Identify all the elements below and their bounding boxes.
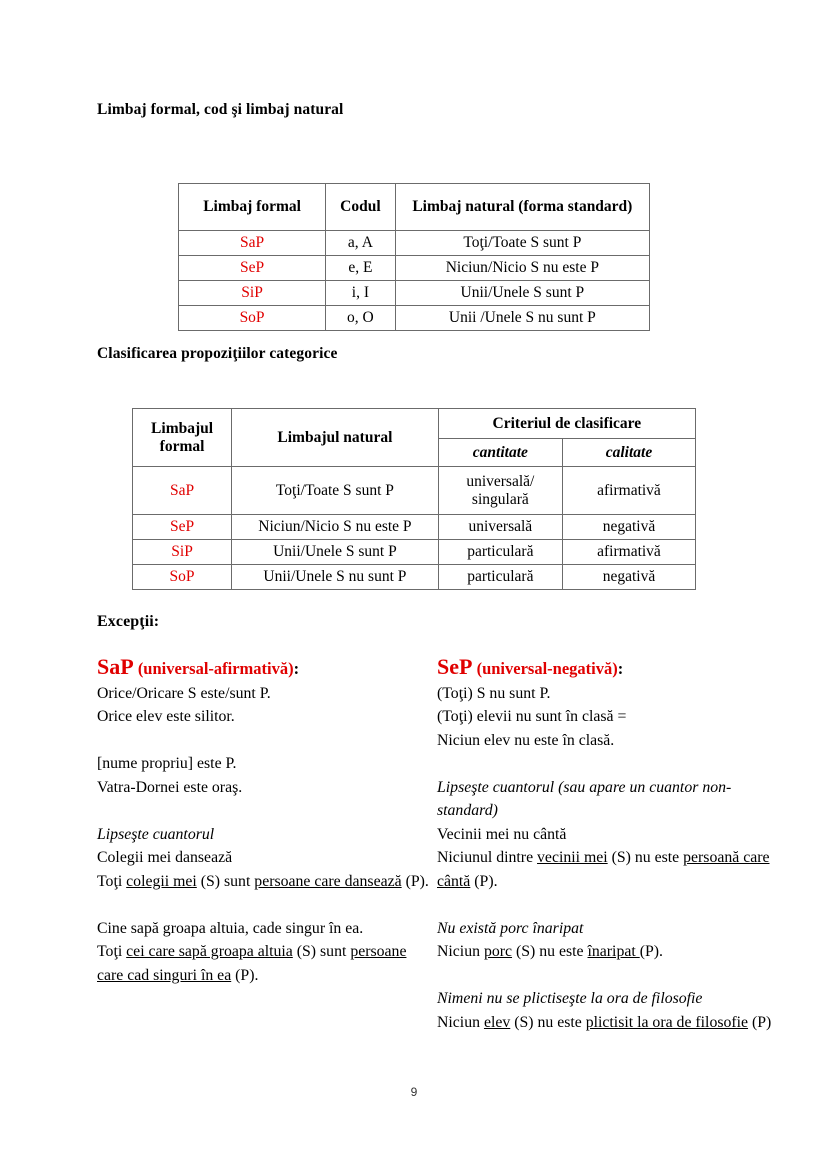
table1-cell-cod: a, A xyxy=(326,231,396,256)
table2-cell-cantitate: particulară xyxy=(438,565,562,590)
table2-header-criteriu: Criteriul de clasificare xyxy=(438,409,695,439)
sap-sf1-predicate: persoane care dansează xyxy=(254,872,402,890)
table-header-row xyxy=(133,409,696,439)
table2-cell-natural: Toţi/Toate S sunt P xyxy=(232,467,439,515)
sap-line-4: Vatra-Dornei este oraş. xyxy=(97,778,243,796)
table1-cell-natural: Niciun/Nicio S nu este P xyxy=(395,256,649,281)
sep-standard-form-2 xyxy=(437,940,772,964)
table1-cell-cod: i, I xyxy=(326,281,396,306)
sep-standard-form-1 xyxy=(437,846,772,893)
sap-sf1-subject: colegii mei xyxy=(126,872,197,890)
table2-cell-calitate: afirmativă xyxy=(562,467,695,515)
sep-line-3: Niciun elev nu este în clasă. xyxy=(437,731,615,749)
table-limbaj-formal-cod-natural xyxy=(178,183,650,331)
section-heading-exceptii: Excepţii: xyxy=(97,613,160,630)
sep-sf2-pre: Niciun xyxy=(437,943,484,960)
table2-header-calitate: calitate xyxy=(562,439,695,467)
sep-line-2: (Toţi) elevii nu sunt în clasă = xyxy=(437,708,627,725)
table2-cell-natural: Unii/Unele S nu sunt P xyxy=(232,565,439,590)
table1-cell-natural: Toţi/Toate S sunt P xyxy=(395,231,649,256)
table1-cell-formal: SeP xyxy=(179,256,326,281)
sep-sf2-predicate: înaripat xyxy=(587,943,640,960)
table2-cell-calitate: afirmativă xyxy=(562,540,695,565)
exceptions-column-sep xyxy=(437,655,772,1034)
sap-qualifier-label: (universal-afirmativă) xyxy=(137,659,294,678)
table2-cell-formal: SeP xyxy=(133,515,232,540)
sap-sf2-post: (P). xyxy=(231,966,259,984)
sap-sf1-pre: Toţi xyxy=(97,872,127,890)
table-row xyxy=(179,256,650,281)
table1-cell-cod: e, E xyxy=(326,256,396,281)
sep-standard-form-3 xyxy=(437,1011,772,1035)
sep-sf3-pre: Niciun xyxy=(437,1013,484,1031)
table1-header-natural: Limbaj natural (forma standard) xyxy=(395,184,649,231)
spacer xyxy=(97,799,432,823)
sap-sf1-post: (P). xyxy=(401,872,429,890)
table1-header-formal: Limbaj formal xyxy=(179,184,326,231)
spacer xyxy=(437,752,772,776)
table2-cell-formal: SaP xyxy=(133,467,232,515)
sap-colon: : xyxy=(293,659,300,678)
section-heading-clasificarea: Clasificarea propoziţiilor categorice xyxy=(97,345,338,362)
sep-title xyxy=(437,655,772,682)
sep-line-1: (Toţi) S nu sunt P. xyxy=(437,684,551,702)
table1-cell-formal: SaP xyxy=(179,231,326,256)
table-row xyxy=(133,565,696,590)
sep-code-label: SeP xyxy=(437,654,473,679)
sap-sf2-mid: (S) sunt xyxy=(292,943,351,960)
table-clasificarea-propozitiilor xyxy=(132,408,696,590)
sep-sf1-pre: Niciunul dintre xyxy=(437,849,538,866)
sep-line-4: Vecinii mei nu cântă xyxy=(437,825,567,843)
spacer xyxy=(437,964,772,988)
table2-cell-natural: Unii/Unele S sunt P xyxy=(232,540,439,565)
sep-sf1-subject: vecinii mei xyxy=(537,849,608,866)
table1-cell-natural: Unii /Unele S nu sunt P xyxy=(395,306,649,331)
table1-cell-natural: Unii/Unele S sunt P xyxy=(395,281,649,306)
table-row xyxy=(179,306,650,331)
section-heading-limbaj-formal: Limbaj formal, cod şi limbaj natural xyxy=(97,101,344,118)
sap-line-5: Colegii mei dansează xyxy=(97,849,233,866)
table-row xyxy=(133,540,696,565)
table2-header-cantitate: cantitate xyxy=(438,439,562,467)
sap-standard-form-2 xyxy=(97,940,432,987)
sep-italic-note-2: Nu există porc înaripat xyxy=(437,919,584,937)
table-row xyxy=(133,515,696,540)
sep-sf1-post: (P). xyxy=(470,872,498,890)
sap-sf2-pre: Toţi xyxy=(97,943,127,960)
sep-sf1-predicate: persoană care cântă xyxy=(437,849,770,890)
table2-cell-calitate: negativă xyxy=(562,515,695,540)
spacer xyxy=(97,729,432,753)
sep-sf3-mid: (S) nu este xyxy=(510,1013,586,1031)
sap-line-1: Orice/Oricare S este/sunt P. xyxy=(97,684,271,702)
sep-sf2-subject: porc xyxy=(483,943,513,960)
table2-header-natural: Limbajul natural xyxy=(232,409,439,467)
sep-sf3-predicate: plictisit la ora de filosofie xyxy=(585,1013,749,1031)
table1-header-codul: Codul xyxy=(326,184,396,231)
sap-standard-form-1 xyxy=(97,870,432,894)
table-header-row xyxy=(179,184,650,231)
sep-colon: : xyxy=(617,659,624,678)
table2-cell-natural: Niciun/Nicio S nu este P xyxy=(232,515,439,540)
spacer xyxy=(437,893,772,917)
sap-code-label: SaP xyxy=(97,654,134,679)
sep-sf3-subject: elev xyxy=(483,1013,511,1031)
table2-cell-cantitate: universală xyxy=(438,515,562,540)
sap-line-3: [nume propriu] este P. xyxy=(97,755,237,772)
table-row xyxy=(179,231,650,256)
sap-sf1-mid: (S) sunt xyxy=(196,872,255,890)
table2-cell-calitate: negativă xyxy=(562,565,695,590)
sap-italic-note-1: Lipseşte cuantorul xyxy=(97,825,215,843)
table2-cell-formal: SoP xyxy=(133,565,232,590)
sep-sf2-mid: (S) nu este xyxy=(512,943,588,960)
sep-italic-note-3: Nimeni nu se plictiseşte la ora de filosofie xyxy=(437,990,703,1007)
sap-title xyxy=(97,655,432,682)
table1-cell-formal: SiP xyxy=(179,281,326,306)
sep-sf1-mid: (S) nu este xyxy=(607,849,684,866)
sap-line-6: Cine sapă groapa altuia, cade singur în ea. xyxy=(97,919,364,937)
sap-line-2: Orice elev este silitor. xyxy=(97,708,235,725)
table-row xyxy=(179,281,650,306)
sap-sf2-subject: cei care sapă groapa altuia xyxy=(126,943,293,960)
table2-cell-cantitate: universală/ singulară xyxy=(438,467,562,515)
exceptions-column-sap xyxy=(97,655,432,987)
page-number: 9 xyxy=(410,1085,418,1099)
table-row xyxy=(133,467,696,515)
sep-sf2-post: (P). xyxy=(639,943,663,960)
spacer xyxy=(97,893,432,917)
table2-cell-formal: SiP xyxy=(133,540,232,565)
sap-sf2-predicate: persoane care cad singuri în ea xyxy=(97,943,407,984)
sep-sf3-post: (P) xyxy=(748,1013,772,1031)
table1-cell-cod: o, O xyxy=(326,306,396,331)
table1-cell-formal: SoP xyxy=(179,306,326,331)
sep-italic-note-1: Lipseşte cuantorul (sau apare un cuantor non-standard) xyxy=(437,778,732,819)
table2-cell-cantitate: particulară xyxy=(438,540,562,565)
sep-qualifier-label: (universal-negativă) xyxy=(476,659,618,678)
table2-header-formal: Limbajul formal xyxy=(133,409,232,467)
